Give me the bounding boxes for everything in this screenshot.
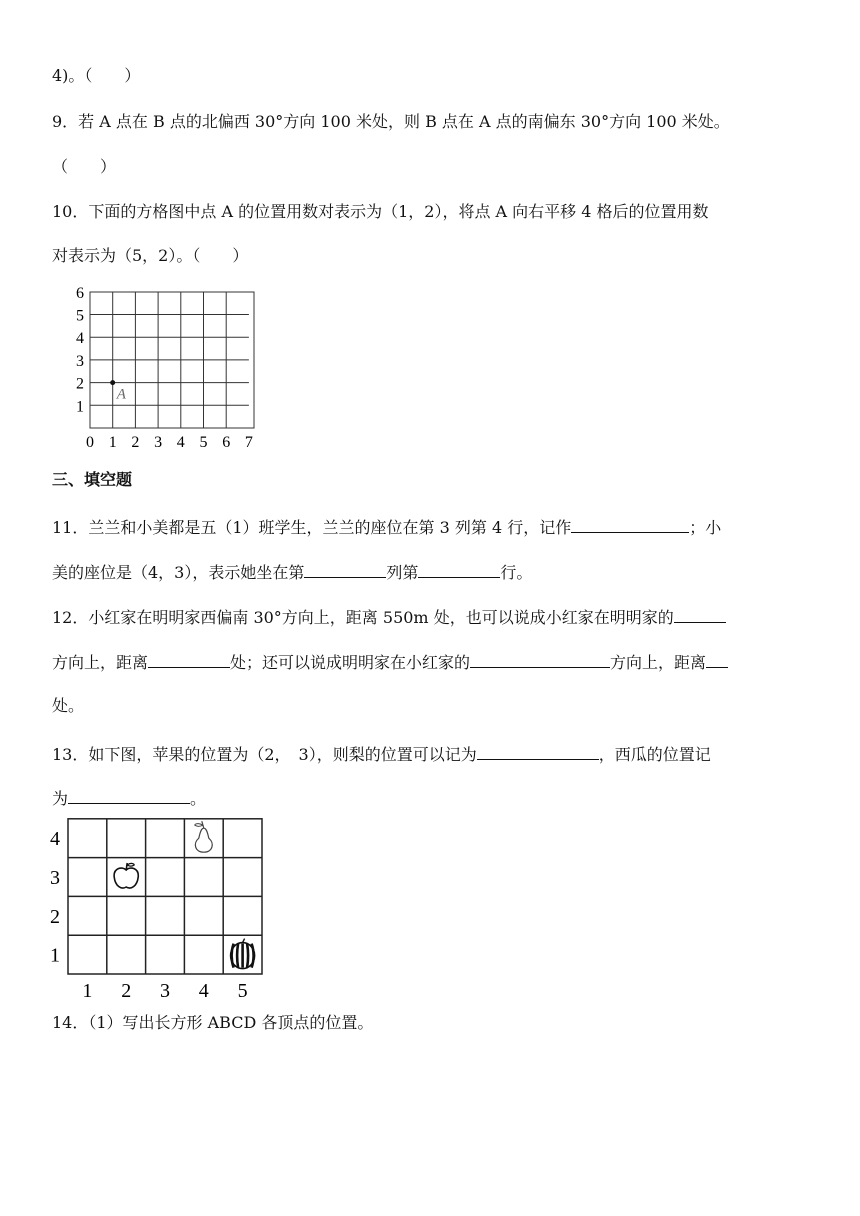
y-tick-label: 1 (76, 398, 84, 416)
grid-2 (46, 814, 276, 1004)
question-12-line2: 方向上，距离 处；还可以说成明明家在小红家的 方向上，距离 (52, 651, 728, 673)
point-a-label: A (116, 386, 126, 403)
pear-icon (195, 821, 212, 852)
answer-blank[interactable] (304, 561, 386, 578)
x-tick-label: 1 (108, 434, 117, 451)
answer-blank[interactable] (470, 651, 610, 668)
answer-blank[interactable] (706, 651, 728, 668)
x-tick-label: 6 (222, 434, 231, 451)
x-tick-label: 3 (154, 434, 163, 451)
y-tick-label: 5 (76, 307, 84, 325)
y-tick-label: 3 (76, 352, 84, 370)
section-3-heading: 三、填空题 (52, 470, 133, 489)
column-label: 5 (237, 980, 248, 1002)
answer-blank[interactable] (477, 743, 599, 760)
question-10-line2: 对表示为（5，2）。（ ） (52, 246, 249, 265)
column-label: 3 (160, 980, 170, 1002)
question-13-line2: 为 。 (52, 789, 207, 808)
x-tick-label: 2 (131, 434, 140, 451)
row-label: 1 (50, 944, 60, 967)
answer-blank[interactable] (418, 561, 500, 578)
y-tick-label: 4 (76, 330, 84, 348)
question-13-line1: 13．如下图，苹果的位置为（2， 3），则梨的位置可以记为 ，西瓜的位置记 (52, 745, 711, 764)
column-label: 4 (198, 980, 209, 1002)
row-label: 2 (50, 905, 60, 928)
column-label: 2 (121, 980, 132, 1002)
answer-blank[interactable] (148, 651, 230, 668)
question-12-line3: 处。 (52, 696, 85, 715)
x-tick-label: 4 (176, 434, 185, 451)
y-tick-label: 2 (76, 375, 84, 393)
grid-1 (62, 284, 253, 454)
x-tick-label: 7 (244, 434, 253, 451)
answer-blank[interactable] (674, 606, 726, 623)
row-label: 3 (50, 867, 60, 889)
x-tick-label: 0 (86, 434, 94, 451)
watermelon-icon (231, 939, 255, 969)
question-9-paren: （ ） (52, 157, 117, 176)
row-label: 4 (50, 828, 60, 851)
question-11-line1: 11．兰兰和小美都是五（1）班学生，兰兰的座位在第 3 列第 4 行，记作 ；小 (52, 518, 722, 537)
point-a (110, 380, 115, 385)
y-tick-label: 6 (76, 284, 84, 302)
apple-icon (114, 863, 138, 888)
question-9: 9．若 A 点在 B 点的北偏西 30°方向 100 米处，则 B 点在 A 点的南偏东 30°方向 100 米处。 (52, 112, 730, 131)
answer-blank[interactable] (571, 516, 689, 533)
question-12-line1: 12．小红家在明明家西偏南 30°方向上，距离 550m 处，也可以说成小红家在明明家的 (52, 606, 726, 628)
question-11-line2: 美的座位是（4，3），表示她坐在第 列第 行。 (52, 563, 533, 582)
column-label: 1 (82, 980, 93, 1002)
x-tick-label: 5 (199, 434, 208, 451)
question-10-line1: 10．下面的方格图中点 A 的位置用数对表示为（1，2），将点 A 向右平移 4 格后的位置用数 (52, 202, 709, 221)
question-14: 14．（1）写出长方形 ABCD 各顶点的位置。 (52, 1013, 374, 1032)
q8-tail: 4)。（ ） (52, 66, 141, 85)
answer-blank[interactable] (68, 787, 190, 804)
